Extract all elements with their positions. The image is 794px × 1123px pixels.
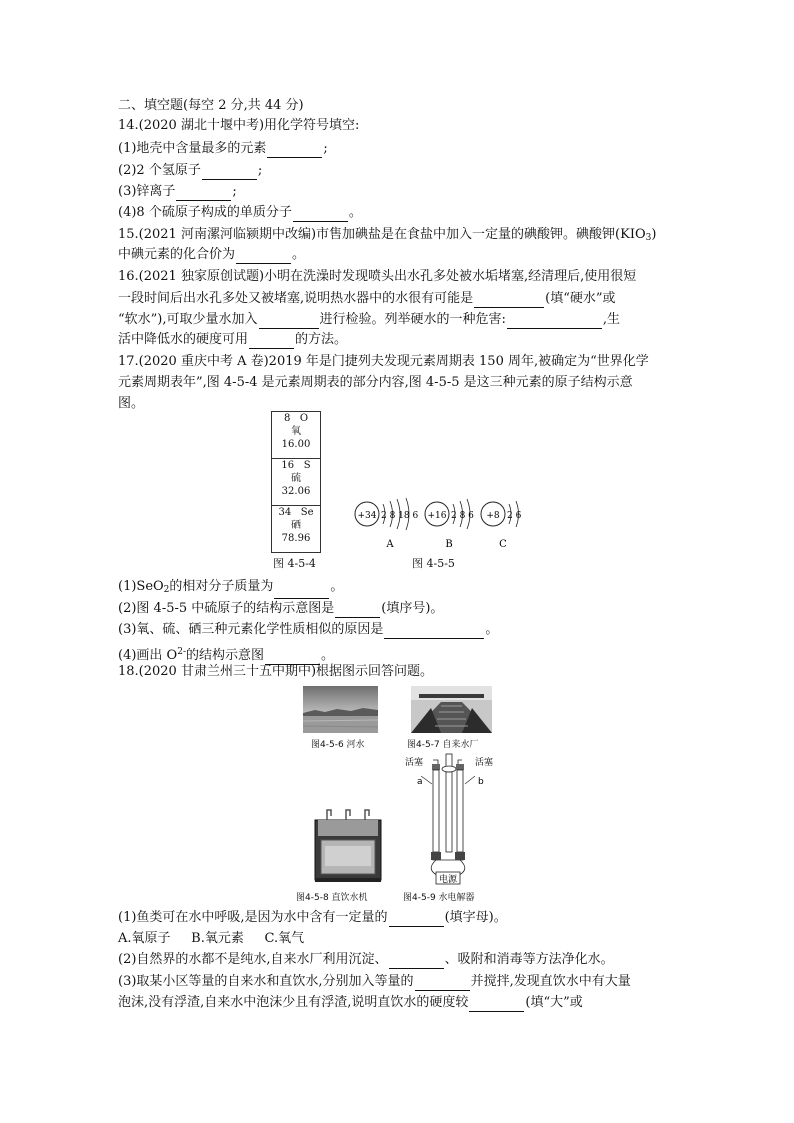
svg-text:A: A bbox=[386, 539, 394, 550]
svg-text:电源: 电源 bbox=[438, 875, 458, 885]
q17-part3: (3)氧、硫、硒三种元素化学性质相似的原因是 。 bbox=[118, 622, 499, 637]
water-electrolyzer-illustration bbox=[405, 752, 500, 890]
q14-part4: (4)8 个硫原子构成的单质分子 。 bbox=[118, 205, 362, 220]
q18-stem: 18.(2020 甘肃兰州三十五中期中)根据图示回答问题。 bbox=[118, 664, 434, 679]
q17-part1: (1)SeO$_2$的相对分子质量为 。 bbox=[118, 578, 343, 599]
q14-stem: 14.(2020 湖北十堰中考)用化学符号填空: bbox=[118, 118, 360, 133]
q17-line3: 图。 bbox=[118, 396, 145, 411]
atom-c bbox=[481, 501, 522, 550]
svg-text:活塞: 活塞 bbox=[405, 758, 424, 768]
q14-part1: (1)地壳中含量最多的元素 ; bbox=[118, 141, 328, 156]
q18-part1: (1)鱼类可在水中呼吸,是因为水中含有一定量的 (填字母)。 bbox=[118, 910, 507, 925]
svg-text:a: a bbox=[417, 777, 423, 787]
answer-blank[interactable] bbox=[415, 976, 470, 991]
fig-caption-4-5-7: 图4-5-7 自来水厂 bbox=[407, 740, 479, 750]
water-dispenser-illustration bbox=[312, 806, 384, 883]
element-cell-o: 8 O 氧 16.00 bbox=[281, 413, 311, 450]
q16-line4: 活中降低水的硬度可用 的方法。 bbox=[118, 332, 348, 347]
answer-blank[interactable] bbox=[389, 912, 444, 927]
answer-blank[interactable] bbox=[384, 624, 484, 639]
q14-part2: (2)2 个氢原子 ; bbox=[118, 163, 263, 178]
q18-part3-line2: 泡沫,没有浮渣,自来水中泡沫少且有浮渣,说明直饮水的硬度较 (填“大”或 bbox=[118, 995, 583, 1010]
q17-part2: (2)图 4-5-5 中硫原子的结构示意图是 (填序号)。 bbox=[118, 601, 444, 616]
svg-text:2 8 6: 2 8 6 bbox=[451, 511, 474, 521]
answer-blank[interactable] bbox=[469, 997, 524, 1012]
q15-line2: 中碘元素的化合价为 。 bbox=[118, 247, 306, 262]
svg-text:b: b bbox=[478, 777, 484, 787]
atomic-structure-diagrams bbox=[350, 492, 540, 550]
answer-blank[interactable] bbox=[507, 314, 602, 329]
atom-b bbox=[425, 499, 474, 550]
answer-blank[interactable] bbox=[249, 334, 294, 349]
q18-part2: (2)自然界的水都不是纯水,自来水厂利用沉淀、 、吸附和消毒等方法净化水。 bbox=[118, 952, 614, 967]
fig-caption-4-5-8: 图4-5-8 直饮水机 bbox=[296, 893, 368, 903]
q18-options: A.氧原子 B.氧元素 C.氧气 bbox=[118, 931, 305, 946]
fig-caption-4-5-9: 图4-5-9 水电解器 bbox=[403, 893, 475, 903]
element-cell-s: 16 S 硫 32.06 bbox=[272, 458, 320, 505]
answer-blank[interactable] bbox=[389, 954, 444, 969]
q16-line2: 一段时间后出水孔多处又被堵塞,说明热水器中的水很有可能是 (填“硬水”或 bbox=[118, 291, 616, 306]
q14-part3: (3)锌离子 ; bbox=[118, 184, 237, 199]
answer-blank[interactable] bbox=[274, 584, 329, 599]
fig-caption-4-5-4: 图 4-5-4 bbox=[273, 557, 316, 570]
q17-part4: (4)画出 $O^{2-}$的结构示意图 。 bbox=[118, 647, 335, 663]
q16-line1: 16.(2021 独家原创试题)小明在洗澡时发现喷头出水孔多处被水垢堵塞,经清理后,使用很短 bbox=[118, 269, 637, 284]
atom-a bbox=[355, 498, 418, 550]
fig-caption-4-5-6: 图4-5-6 河水 bbox=[311, 740, 365, 750]
svg-text:+34: +34 bbox=[357, 511, 377, 521]
q15-line1: 15.(2021 河南漯河临颍期中改编)市售加碘盐是在食盐中加入一定量的碘酸钾。碘酸钾$(KIO_3)$ bbox=[118, 227, 657, 243]
svg-text:C: C bbox=[499, 539, 507, 550]
answer-blank[interactable] bbox=[202, 165, 257, 180]
svg-text:B: B bbox=[445, 539, 453, 550]
q17-line1: 17.(2020 重庆中考 A 卷)2019 年是门捷列夫发现元素周期表 150 周年,被确定为“世界化学 bbox=[118, 354, 649, 369]
periodic-table-excerpt bbox=[271, 411, 321, 553]
q16-line3: “软水”),可取少量水加入 进行检验。列举硬水的一种危害: ,生 bbox=[118, 312, 621, 327]
answer-blank[interactable] bbox=[259, 314, 319, 329]
svg-text:2 6: 2 6 bbox=[507, 511, 522, 521]
svg-text:+8: +8 bbox=[486, 511, 500, 521]
answer-blank[interactable] bbox=[176, 186, 231, 201]
water-plant-photo bbox=[411, 686, 492, 733]
element-cell-se: 34 Se 硒 78.96 bbox=[272, 505, 320, 552]
svg-text:2 8 18 6: 2 8 18 6 bbox=[381, 511, 419, 521]
answer-blank[interactable] bbox=[474, 293, 544, 308]
answer-blank[interactable] bbox=[267, 143, 322, 158]
answer-blank[interactable] bbox=[293, 207, 348, 222]
river-photo bbox=[303, 686, 378, 733]
fig-caption-4-5-5: 图 4-5-5 bbox=[412, 557, 455, 570]
answer-blank[interactable] bbox=[335, 603, 380, 618]
q18-part3-line1: (3)取某小区等量的自来水和直饮水,分别加入等量的 并搅拌,发现直饮水中有大量 bbox=[118, 974, 631, 989]
q17-line2: 元素周期表年”,图 4-5-4 是元素周期表的部分内容,图 4-5-5 是这三种元素的原子结构示意 bbox=[118, 375, 633, 390]
answer-blank[interactable] bbox=[236, 249, 291, 264]
svg-text:活塞: 活塞 bbox=[475, 758, 494, 768]
svg-text:+16: +16 bbox=[427, 511, 447, 521]
section-title: 二、填空题(每空 2 分,共 44 分) bbox=[118, 98, 304, 113]
